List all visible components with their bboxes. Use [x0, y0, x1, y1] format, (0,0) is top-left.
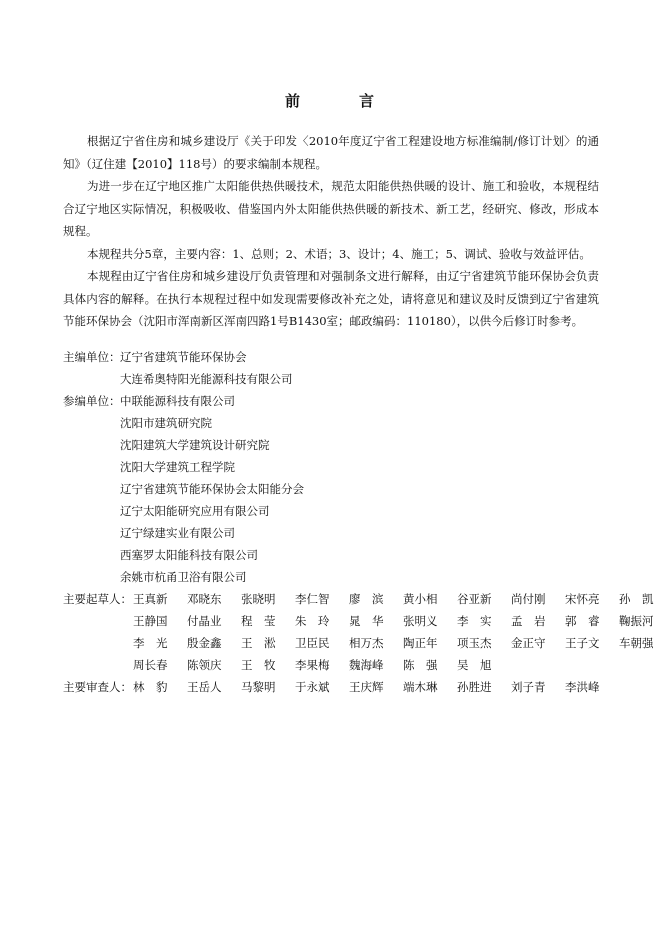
chief-unit: 大连希奥特阳光能源科技有限公司 [120, 372, 293, 386]
drafter-name: 陈领庆 [187, 658, 222, 672]
drafters [63, 588, 654, 676]
drafter-name: 李仁智 [295, 592, 330, 606]
page-title: 前 言 [284, 92, 396, 110]
drafter-name: 朱 玲 [295, 614, 330, 628]
drafter-name: 孙 凯 [619, 592, 654, 606]
preface-body [63, 130, 599, 333]
drafter-name: 魏海峰 [349, 658, 384, 672]
participating-unit: 辽宁省建筑节能环保协会太阳能分会 [120, 482, 304, 496]
drafter-name: 孟 岩 [511, 614, 546, 628]
participating-unit: 辽宁绿建实业有限公司 [120, 526, 235, 540]
participating-units-label: 参编单位： [63, 394, 121, 408]
drafter-name: 鞠振河 [619, 614, 654, 628]
drafter-name: 殷金鑫 [187, 636, 222, 650]
participating-units [63, 390, 603, 588]
drafter-name: 郭 睿 [565, 614, 600, 628]
drafters-row [133, 654, 659, 676]
drafters-row [133, 610, 659, 632]
drafter-name: 周长春 [133, 658, 168, 672]
drafter-name: 金正守 [511, 636, 546, 650]
drafter-name: 张明义 [403, 614, 438, 628]
participating-unit: 余姚市杭甬卫浴有限公司 [120, 570, 247, 584]
reviewer-name: 于永斌 [295, 680, 330, 694]
drafter-name: 李 光 [133, 636, 168, 650]
drafter-name: 程 莹 [241, 614, 276, 628]
participating-unit: 沈阳大学建筑工程学院 [120, 460, 235, 474]
chief-units [63, 346, 603, 390]
participating-unit: 沈阳建筑大学建筑设计研究院 [120, 438, 270, 452]
chief-unit: 辽宁省建筑节能环保协会 [120, 350, 247, 364]
reviewer-name: 王岳人 [187, 680, 222, 694]
credits-section [63, 346, 654, 698]
reviewers [63, 676, 603, 698]
drafter-name: 李果梅 [295, 658, 330, 672]
participating-unit: 中联能源科技有限公司 [120, 394, 235, 408]
drafter-name: 李 实 [457, 614, 492, 628]
participating-unit: 西塞罗太阳能科技有限公司 [120, 548, 258, 562]
drafters-row [133, 632, 659, 654]
drafter-name: 王 淞 [241, 636, 276, 650]
drafter-name: 王 牧 [241, 658, 276, 672]
reviewer-name: 孙胜进 [457, 680, 492, 694]
drafter-name: 尚付刚 [511, 592, 546, 606]
drafter-name: 黄小相 [403, 592, 438, 606]
drafter-name: 卫臣民 [295, 636, 330, 650]
drafter-name: 吴 旭 [457, 658, 492, 672]
drafter-name: 宋怀亮 [565, 592, 600, 606]
drafter-name: 廖 滨 [349, 592, 384, 606]
drafter-name: 张晓明 [241, 592, 276, 606]
reviewer-name: 林 豹 [133, 680, 168, 694]
drafter-name: 王真新 [133, 592, 168, 606]
participating-unit: 沈阳市建筑研究院 [120, 416, 212, 430]
chief-units-label: 主编单位： [63, 350, 121, 364]
paragraph-contents: 本规程共分5章，主要内容：1、总则；2、术语；3、设计；4、施工；5、调试、验收与效益评估。 [87, 246, 591, 261]
reviewers-label: 主要审查人： [63, 680, 132, 694]
paragraph-purpose: 为进一步在辽宁地区推广太阳能供热供暖技术，规范太阳能供热供暖的设计、施工和验收，本规程结合辽宁地区实际情况，积极吸收、借鉴国内外太阳能供热供暖的新技术、新工艺，经研究、修改，形成本规程。 [63, 179, 599, 238]
drafter-name: 谷亚新 [457, 592, 492, 606]
drafter-name: 付晶业 [187, 614, 222, 628]
reviewer-name: 刘子青 [511, 680, 546, 694]
reviewer-name: 李洪峰 [565, 680, 600, 694]
reviewer-name: 王庆辉 [349, 680, 384, 694]
participating-unit: 辽宁太阳能研究应用有限公司 [120, 504, 270, 518]
reviewer-name: 端木琳 [403, 680, 438, 694]
drafter-name: 王子文 [565, 636, 600, 650]
drafter-name: 邓晓东 [187, 592, 222, 606]
reviewer-name: 马黎明 [241, 680, 276, 694]
drafter-name: 王静国 [133, 614, 168, 628]
paragraph-basis: 根据辽宁省住房和城乡建设厅《关于印发〈2010年度辽宁省工程建设地方标准编制/修订计划〉的通知》（辽住建【2010】118号）的要求编制本规程。 [63, 134, 599, 171]
drafter-name: 相万杰 [349, 636, 384, 650]
drafter-name: 车朝强 [619, 636, 654, 650]
drafter-name: 晁 华 [349, 614, 384, 628]
drafter-name: 陈 强 [403, 658, 438, 672]
paragraph-management: 本规程由辽宁省住房和城乡建设厅负责管理和对强制条文进行解释，由辽宁省建筑节能环保协会负责具体内容的解释。在执行本规程过程中如发现需要修改补充之处，请将意见和建议及时反馈到辽宁省建筑节能环保协会（沈阳市浑南新区浑南四路1号B1430室；邮政编码：110180），以供今后修订时参考。 [63, 269, 599, 328]
drafter-name: 陶正年 [403, 636, 438, 650]
drafters-label: 主要起草人： [63, 592, 132, 606]
drafter-name: 项玉杰 [457, 636, 492, 650]
drafters-row [133, 588, 659, 610]
